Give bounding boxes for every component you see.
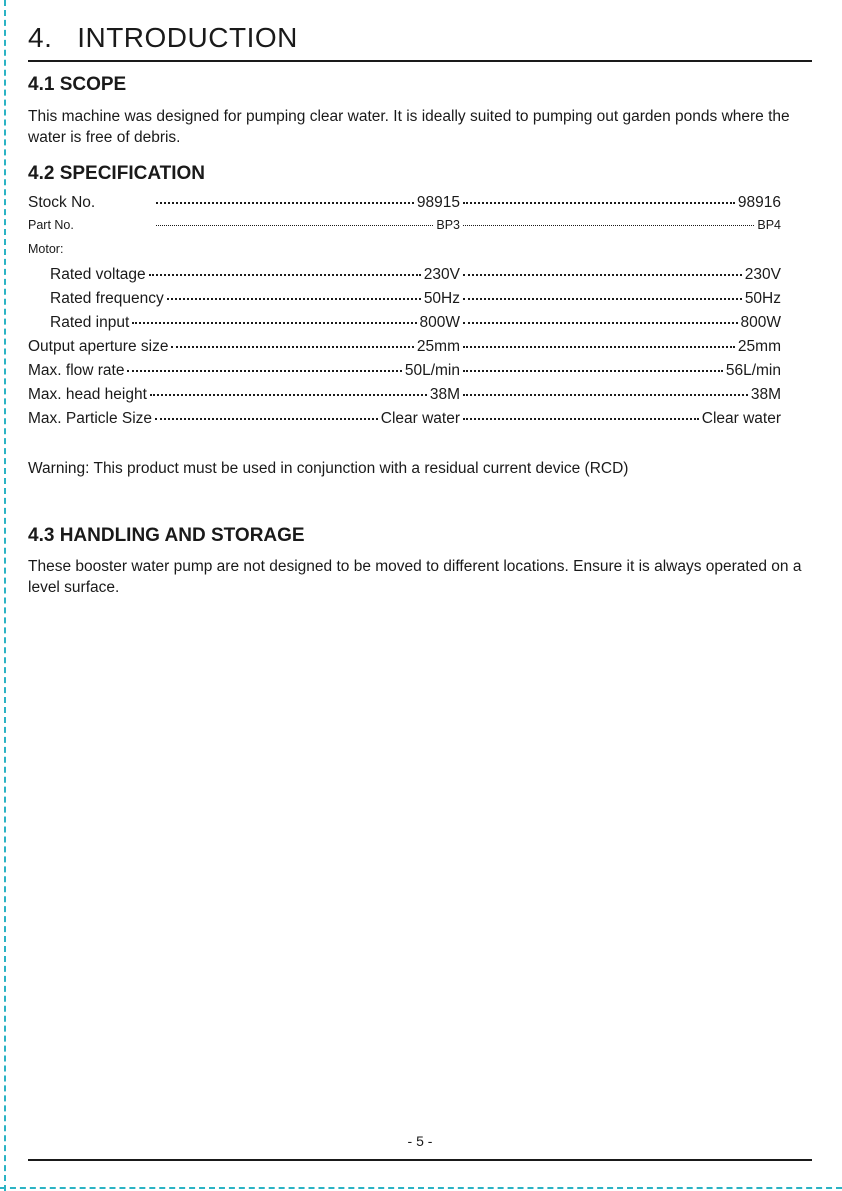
- spec-row-output-aperture: [28, 338, 781, 362]
- leader-dots: [127, 370, 401, 372]
- leader-dots: [463, 394, 748, 396]
- spec-value-98916: BP4: [757, 218, 781, 232]
- spec-value-98915: 800W: [419, 314, 460, 331]
- spec-label: Motor:: [28, 242, 64, 256]
- chapter-title-text: INTRODUCTION: [77, 22, 298, 53]
- spec-value-98916: 800W: [740, 314, 781, 331]
- chapter-title: [28, 22, 298, 54]
- leader-dots: [463, 322, 738, 324]
- spec-label: Max. flow rate: [28, 362, 125, 379]
- chapter-rule: [28, 60, 812, 62]
- spec-value-98915: 38M: [429, 386, 460, 403]
- leader-dots: [156, 225, 433, 226]
- spec-row-motor: [28, 242, 781, 266]
- spec-value-98916: Clear water: [701, 410, 781, 427]
- spec-row-rated-input: [28, 314, 781, 338]
- spec-row-max-head-height: [28, 386, 781, 410]
- spec-value-98915: BP3: [436, 218, 460, 232]
- handling-heading: 4.3 HANDLING AND STORAGE: [28, 525, 305, 546]
- leader-dots: [463, 202, 735, 204]
- spec-label: Rated input: [50, 314, 130, 331]
- leader-dots: [155, 418, 378, 420]
- leader-dots: [132, 322, 416, 324]
- spec-value-98916: 56L/min: [725, 362, 781, 379]
- spec-label: Max. head height: [28, 386, 147, 403]
- leader-dots: [171, 346, 413, 348]
- spec-row-max-particle-size: [28, 410, 781, 434]
- binding-margin-line: [4, 0, 6, 1191]
- leader-dots: [463, 418, 699, 420]
- spec-value-98915: 50L/min: [404, 362, 460, 379]
- scope-text: This machine was designed for pumping clear water. It is ideally suited to pumping out garden ponds where the water is free of debris.: [28, 108, 790, 146]
- spec-value-98915: 98915: [416, 194, 460, 211]
- rcd-warning: Warning: This product must be used in conjunction with a residual current device (RCD): [28, 460, 629, 477]
- specification-table: [28, 194, 781, 434]
- scope-heading: 4.1 SCOPE: [28, 74, 127, 95]
- leader-dots: [156, 202, 414, 204]
- spec-label: Max. Particle Size: [28, 410, 153, 427]
- spec-row-stock-no: [28, 194, 781, 218]
- leader-dots: [463, 225, 754, 226]
- page-number: - 5 -: [407, 1133, 433, 1149]
- spec-value-98916: 38M: [750, 386, 781, 403]
- leader-dots: [463, 274, 742, 276]
- footer-rule: [28, 1159, 812, 1161]
- spec-value-98916: 25mm: [737, 338, 781, 355]
- leader-dots: [149, 274, 421, 276]
- leader-dots: [463, 298, 742, 300]
- leader-dots: [463, 370, 723, 372]
- spec-row-part-no: [28, 218, 781, 242]
- spec-value-98915: 230V: [423, 266, 460, 283]
- spec-label: Part No.: [28, 218, 74, 232]
- spec-value-98915: 50Hz: [423, 290, 460, 307]
- leader-dots: [167, 298, 421, 300]
- spec-row-rated-frequency: [28, 290, 781, 314]
- spec-value-98916: 230V: [744, 266, 781, 283]
- spec-row-rated-voltage: [28, 266, 781, 290]
- handling-text: These booster water pump are not designed to be moved to different locations. Ensure it is always operated on a level surface.: [28, 558, 802, 596]
- specification-heading: 4.2 SPECIFICATION: [28, 163, 206, 184]
- spec-label: Rated voltage: [50, 266, 146, 283]
- spec-value-98916: 50Hz: [744, 290, 781, 307]
- spec-value-98915: Clear water: [380, 410, 460, 427]
- spec-row-max-flow-rate: [28, 362, 781, 386]
- spec-label: Rated frequency: [50, 290, 164, 307]
- leader-dots: [463, 346, 735, 348]
- leader-dots: [150, 394, 427, 396]
- spec-label: Stock No.: [28, 194, 96, 211]
- spec-value-98916: 98916: [737, 194, 781, 211]
- spec-label: Output aperture size: [28, 338, 169, 355]
- manual-page: [28, 0, 812, 1191]
- chapter-number: 4.: [28, 22, 53, 53]
- spec-value-98915: 25mm: [416, 338, 460, 355]
